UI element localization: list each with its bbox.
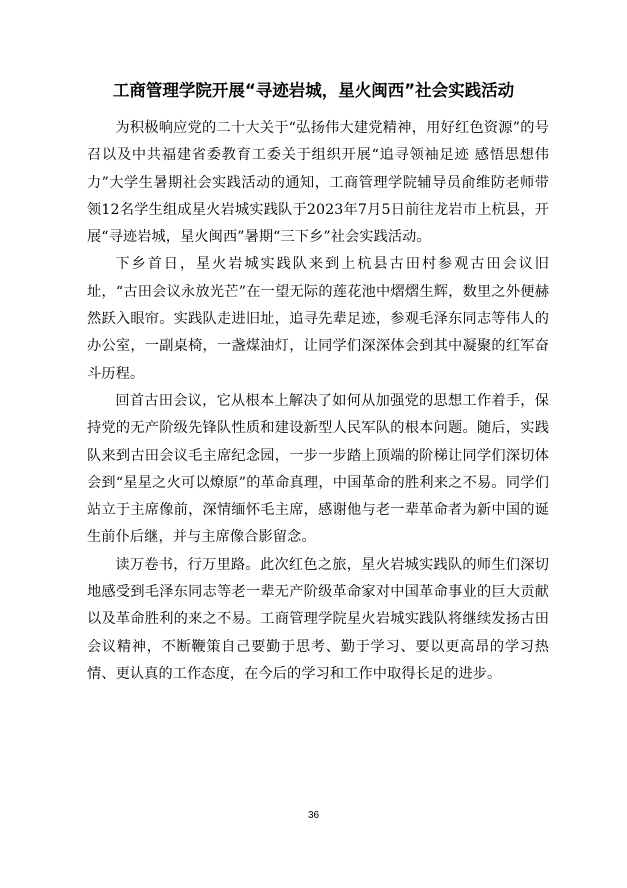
document-body — [87, 115, 549, 688]
paragraph-gutian-meeting: 回首古田会议，它从根本上解决了如何从加强党的思想工作着手，保持党的无产阶级先锋队性质和建设新型人民军队的根本问题。随后，实践队来到古田会议毛主席纪念园，一步一步踏上顶端的阶梯让同学们深切体会到“星星之火可以燎原”的革命真理，中国革命的胜利来之不易。同学们站立于主席像前，深情缅怀毛主席，感谢他与老一辈革命者为新中国的诞生前仆后继，并与主席像合影留念。 — [87, 392, 549, 546]
document-title: 工商管理学院开展“寻迹岩城，星火闽西”社会实践活动 — [112, 81, 515, 100]
paragraph-intro: 为积极响应党的二十大关于“弘扬伟大建党精神，用好红色资源”的号召以及中共福建省委教育工委关于组织开展“追寻领袖足迹 感悟思想伟力”大学生暑期社会实践活动的通知，工商管理学院辅导员俞维防老师带领12名学生组成星火岩城实践队于2023年7月5日前往龙岩市上杭县，开展“寻迹岩城，星火闽西”暑期“三下乡”社会实践活动。 — [87, 120, 549, 246]
page-number: 36 — [307, 810, 320, 821]
paragraph-first-day: 下乡首日，星火岩城实践队来到上杭县古田村参观古田会议旧址，“古田会议永放光芒”在一望无际的莲花池中熠熠生辉，数里之外便赫然跃入眼帘。实践队走进旧址，追寻先辈足迹，参观毛泽东同志等伟人的办公室，一副桌椅，一盏煤油灯，让同学们深深体会到其中凝聚的红军奋斗历程。 — [87, 256, 549, 382]
paragraph-conclusion: 读万卷书，行万里路。此次红色之旅，星火岩城实践队的师生们深切地感受到毛泽东同志等老一辈无产阶级革命家对中国革命事业的巨大贡献以及革命胜利的来之不易。工商管理学院星火岩城实践队将继续发扬古田会议精神，不断鞭策自己要勤于思考、勤于学习、要以更高昂的学习热情、更认真的工作态度，在今后的学习和工作中取得长足的进步。 — [87, 556, 549, 682]
